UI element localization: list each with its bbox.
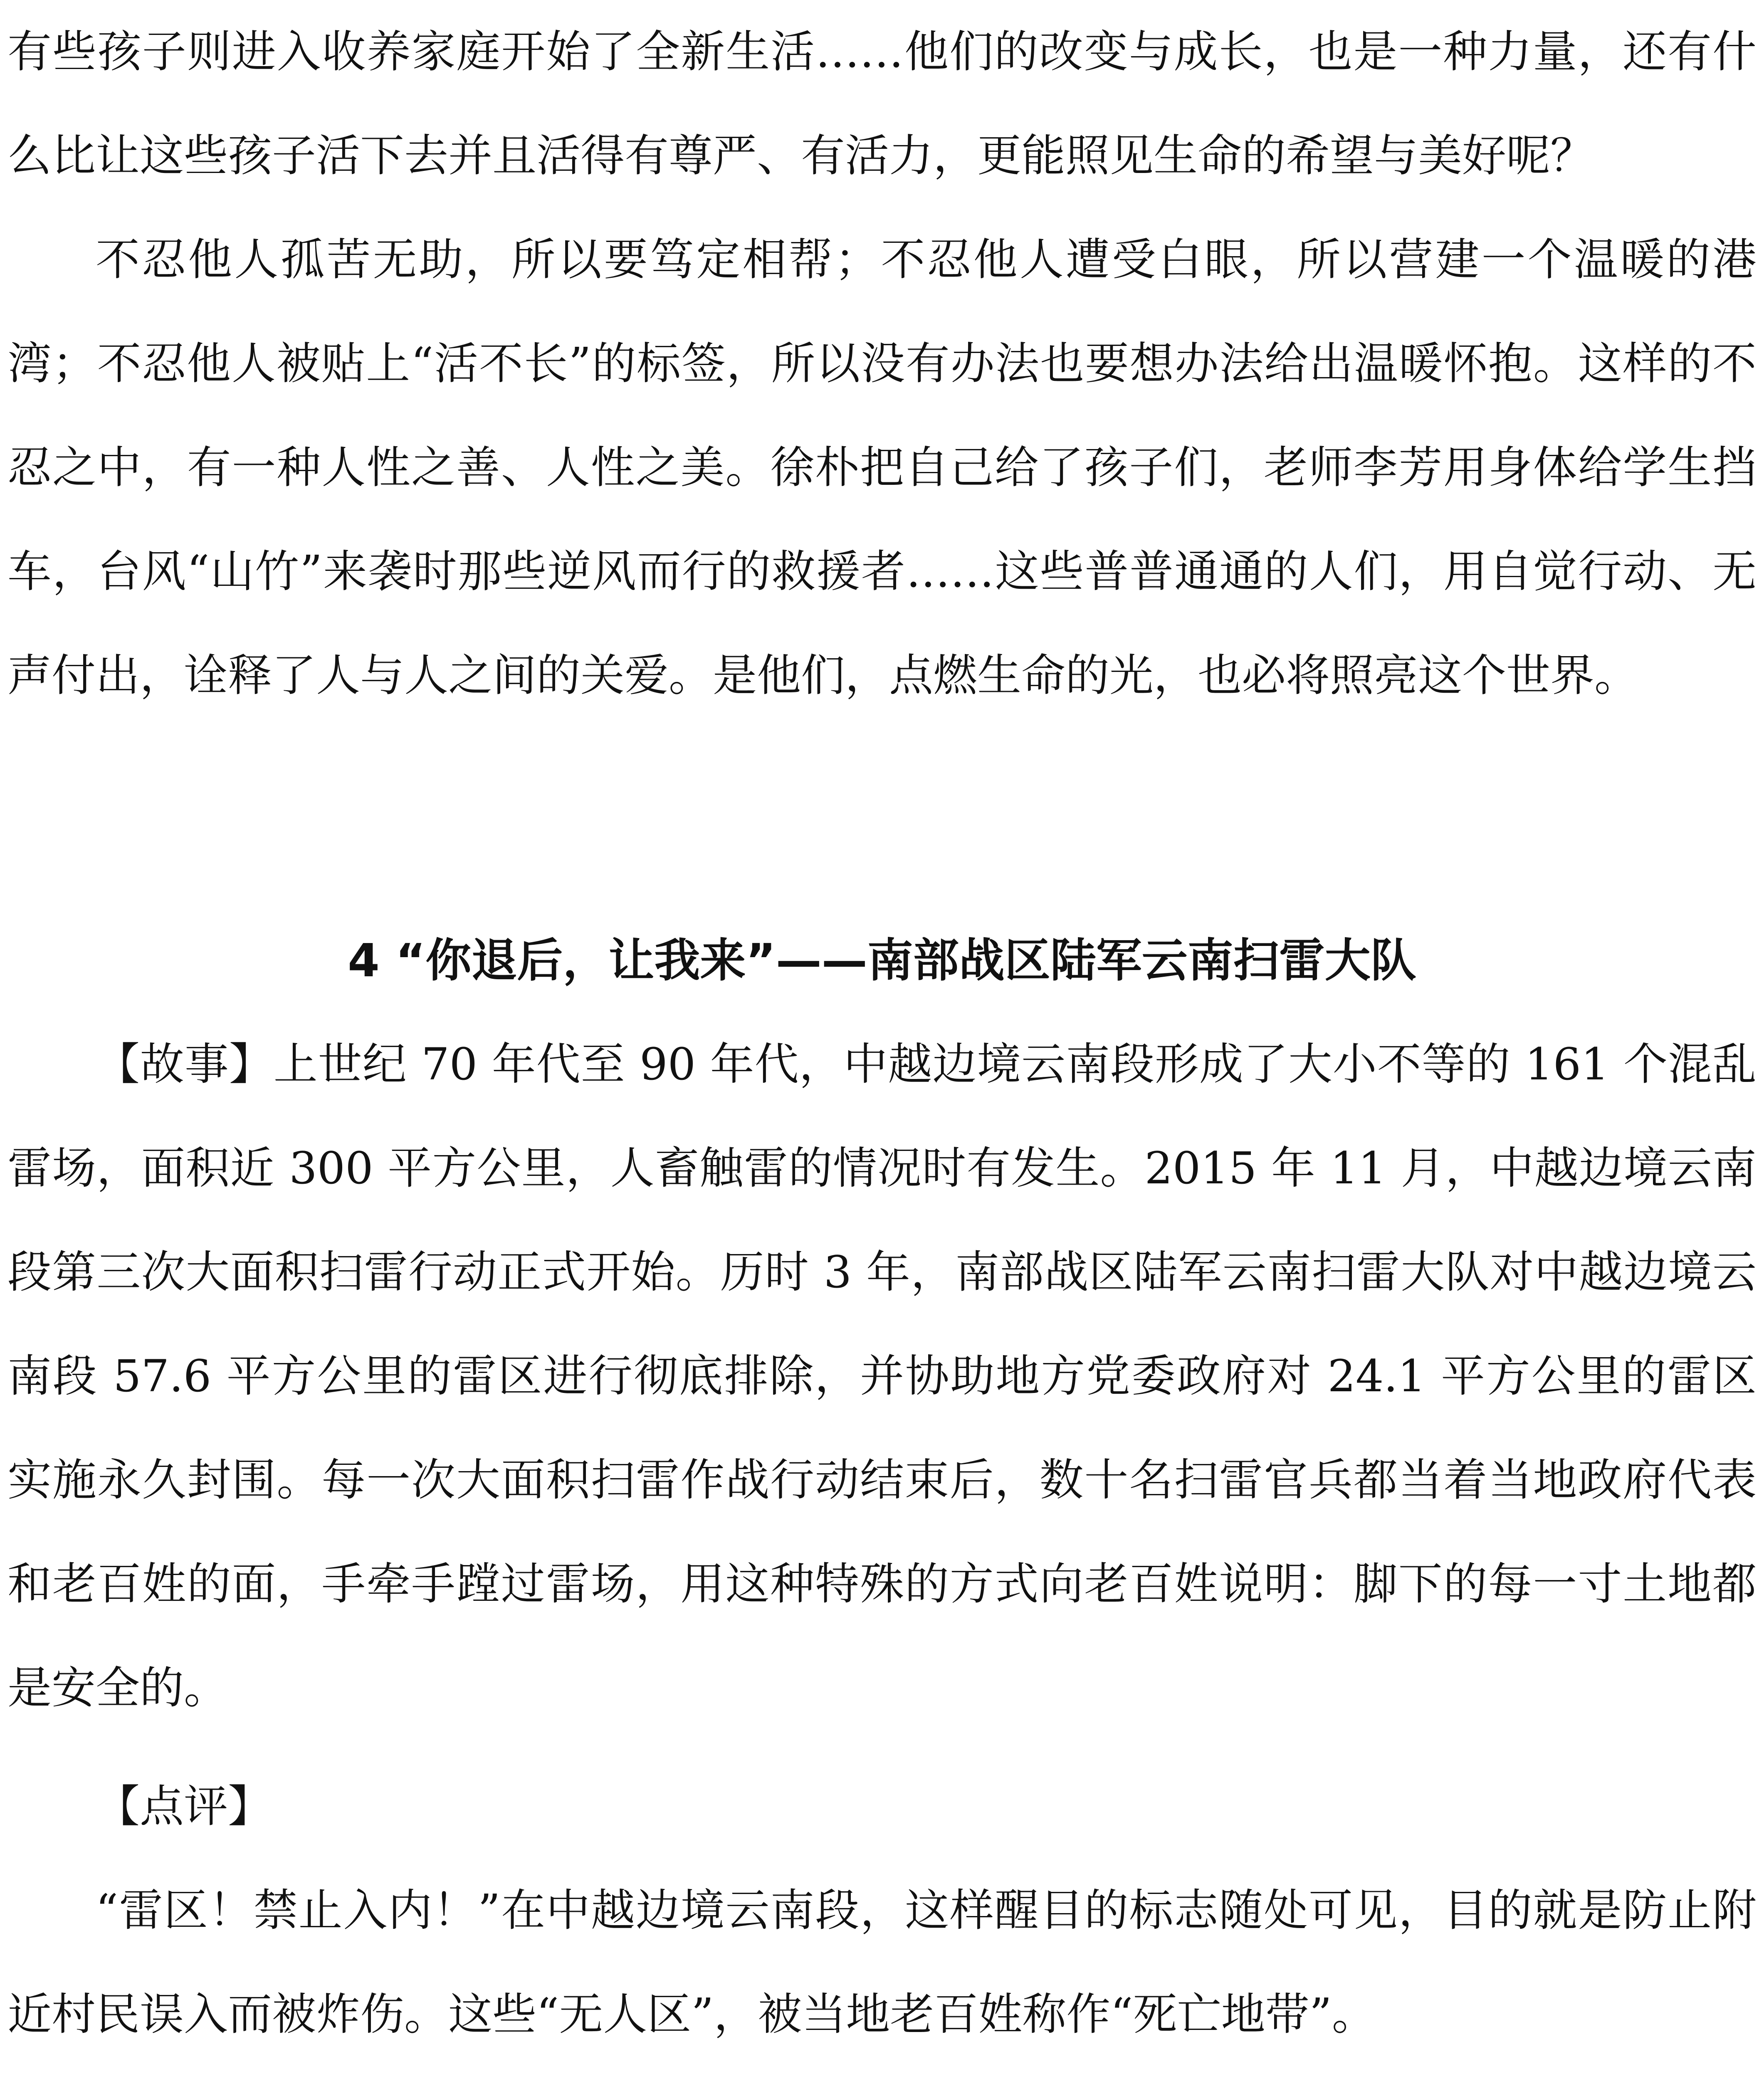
- comment-label: 【点评】: [96, 1781, 272, 1832]
- section-heading: 4 “你退后，让我来”——南部战区陆军云南扫雷大队: [348, 934, 1416, 987]
- paragraph-intro-continuation: 有些孩子则进入收养家庭开始了全新生活……他们的改变与成长，也是一种力量，还有什么比让这些孩子活下去并且活得有尊严、有活力，更能照见生命的希望与美好呢？: [7, 26, 1757, 181]
- paragraph-story: 【故事】上世纪 70 年代至 90 年代，中越边境云南段形成了大小不等的 161 个混乱雷场，面积近 300 平方公里，人畜触雷的情况时有发生。2015 年 11 月，中越边境云南段第三次大面积扫雷行动正式开始。历时 3 年，南部战区陆军云南扫雷大队对中越边境云南段 57.6 平方公里的雷区进行彻底排除，并协助地方党委政府对 24.1 平方公里的雷区实施永久封围。每一次大面积扫雷作战行动结束后，数十名扫雷官兵都当着当地政府代表和老百姓的面，手牵手蹚过雷场，用这种特殊的方式向老百姓说明：脚下的每一寸土地都是安全的。: [7, 1039, 1757, 1714]
- paragraph-comment-minefield: “雷区！禁止入内！”在中越边境云南段，这样醒目的标志随处可见，目的就是防止附近村民误入而被炸伤。这些“无人区”，被当地老百姓称作“死亡地带”。: [7, 1885, 1757, 2040]
- paragraph-comment-soldiers: [7, 2067, 1757, 2079]
- paragraph-compassion: 不忍他人孤苦无助，所以要笃定相帮；不忍他人遭受白眼，所以营建一个温暖的港湾；不忍他人被贴上“活不长”的标签，所以没有办法也要想办法给出温暖怀抱。这样的不忍之中，有一种人性之善、人性之美。徐朴把自己给了孩子们，老师李芳用身体给学生挡车，台风“山竹”来袭时那些逆风而行的救援者……这些普普通通的人们，用自觉行动、无声付出，诠释了人与人之间的关爱。是他们，点燃生命的光，也必将照亮这个世界。: [7, 234, 1757, 701]
